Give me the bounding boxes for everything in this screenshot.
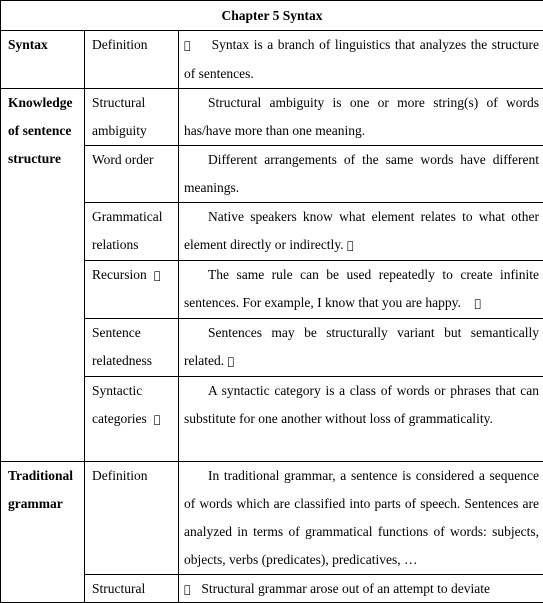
- description-text: Syntax is a branch of linguistics that analyzes the structure of sentences.: [184, 37, 539, 81]
- description-text: In traditional grammar, a sentence is considered a sequence of words which are classified into parts of speech. Sentences are analyzed in terms of grammatical functions of words: subjects, objects, verbs (predicates), predicatives, …: [184, 468, 539, 567]
- description-text: Sentences may be structurally variant but semantically related.: [184, 325, 539, 368]
- term-cell: Definition: [85, 31, 179, 89]
- description-text: Structural ambiguity is one or more string(s) of words has/have more than one meaning.: [184, 95, 539, 138]
- term-cell: Structural ambiguity: [85, 89, 179, 146]
- table-row: [1, 89, 543, 146]
- bullet-box-icon: [184, 576, 198, 602]
- table-title: Chapter 5 Syntax: [1, 1, 543, 31]
- term-cell: Word order: [85, 146, 179, 203]
- term-cell: [85, 575, 179, 603]
- term-cell: Definition: [85, 462, 179, 575]
- description-text: Structural grammar arose out of an attempt to deviate: [201, 581, 490, 596]
- bullet-box-icon: [474, 290, 488, 318]
- bullet-box-icon: [347, 232, 361, 260]
- title-row: [1, 1, 543, 31]
- description-text: A syntactic category is a class of words or phrases that can substitute for one another without loss of grammaticality.: [184, 383, 539, 426]
- description-cell: [179, 462, 543, 575]
- description-text: Native speakers know what element relates to what other element directly or indirectly.: [184, 209, 539, 252]
- description-cell: [179, 575, 543, 603]
- description-cell: [179, 319, 543, 377]
- description-cell: [179, 203, 543, 261]
- table-row: [1, 31, 543, 89]
- term-text: Structural: [92, 575, 174, 602]
- section-cell: Knowledge of sentence structure: [1, 89, 85, 462]
- description-cell: [179, 146, 543, 203]
- bullet-box-icon: [184, 32, 198, 60]
- table-row: [1, 462, 543, 575]
- description-text: Different arrangements of the same words have different meanings.: [184, 152, 539, 195]
- bullet-box-icon: [227, 348, 241, 376]
- section-cell: Traditional grammar: [1, 462, 85, 603]
- section-cell: Syntax: [1, 31, 85, 89]
- term-cell: [85, 261, 179, 319]
- description-cell: [179, 261, 543, 319]
- bullet-box-icon: [150, 262, 164, 290]
- term-text: Recursion: [92, 267, 147, 282]
- term-text: Syntactic categories: [92, 383, 147, 426]
- term-cell: [85, 377, 179, 462]
- description-cell: [179, 377, 543, 462]
- description-text: The same rule can be used repeatedly to create infinite sentences. For example, I know that you are happy.: [184, 267, 539, 310]
- description-cell: [179, 31, 543, 89]
- term-cell: Sentence relatedness: [85, 319, 179, 377]
- bullet-box-icon: [150, 406, 164, 434]
- term-cell: Grammatical relations: [85, 203, 179, 261]
- description-cell: [179, 89, 543, 146]
